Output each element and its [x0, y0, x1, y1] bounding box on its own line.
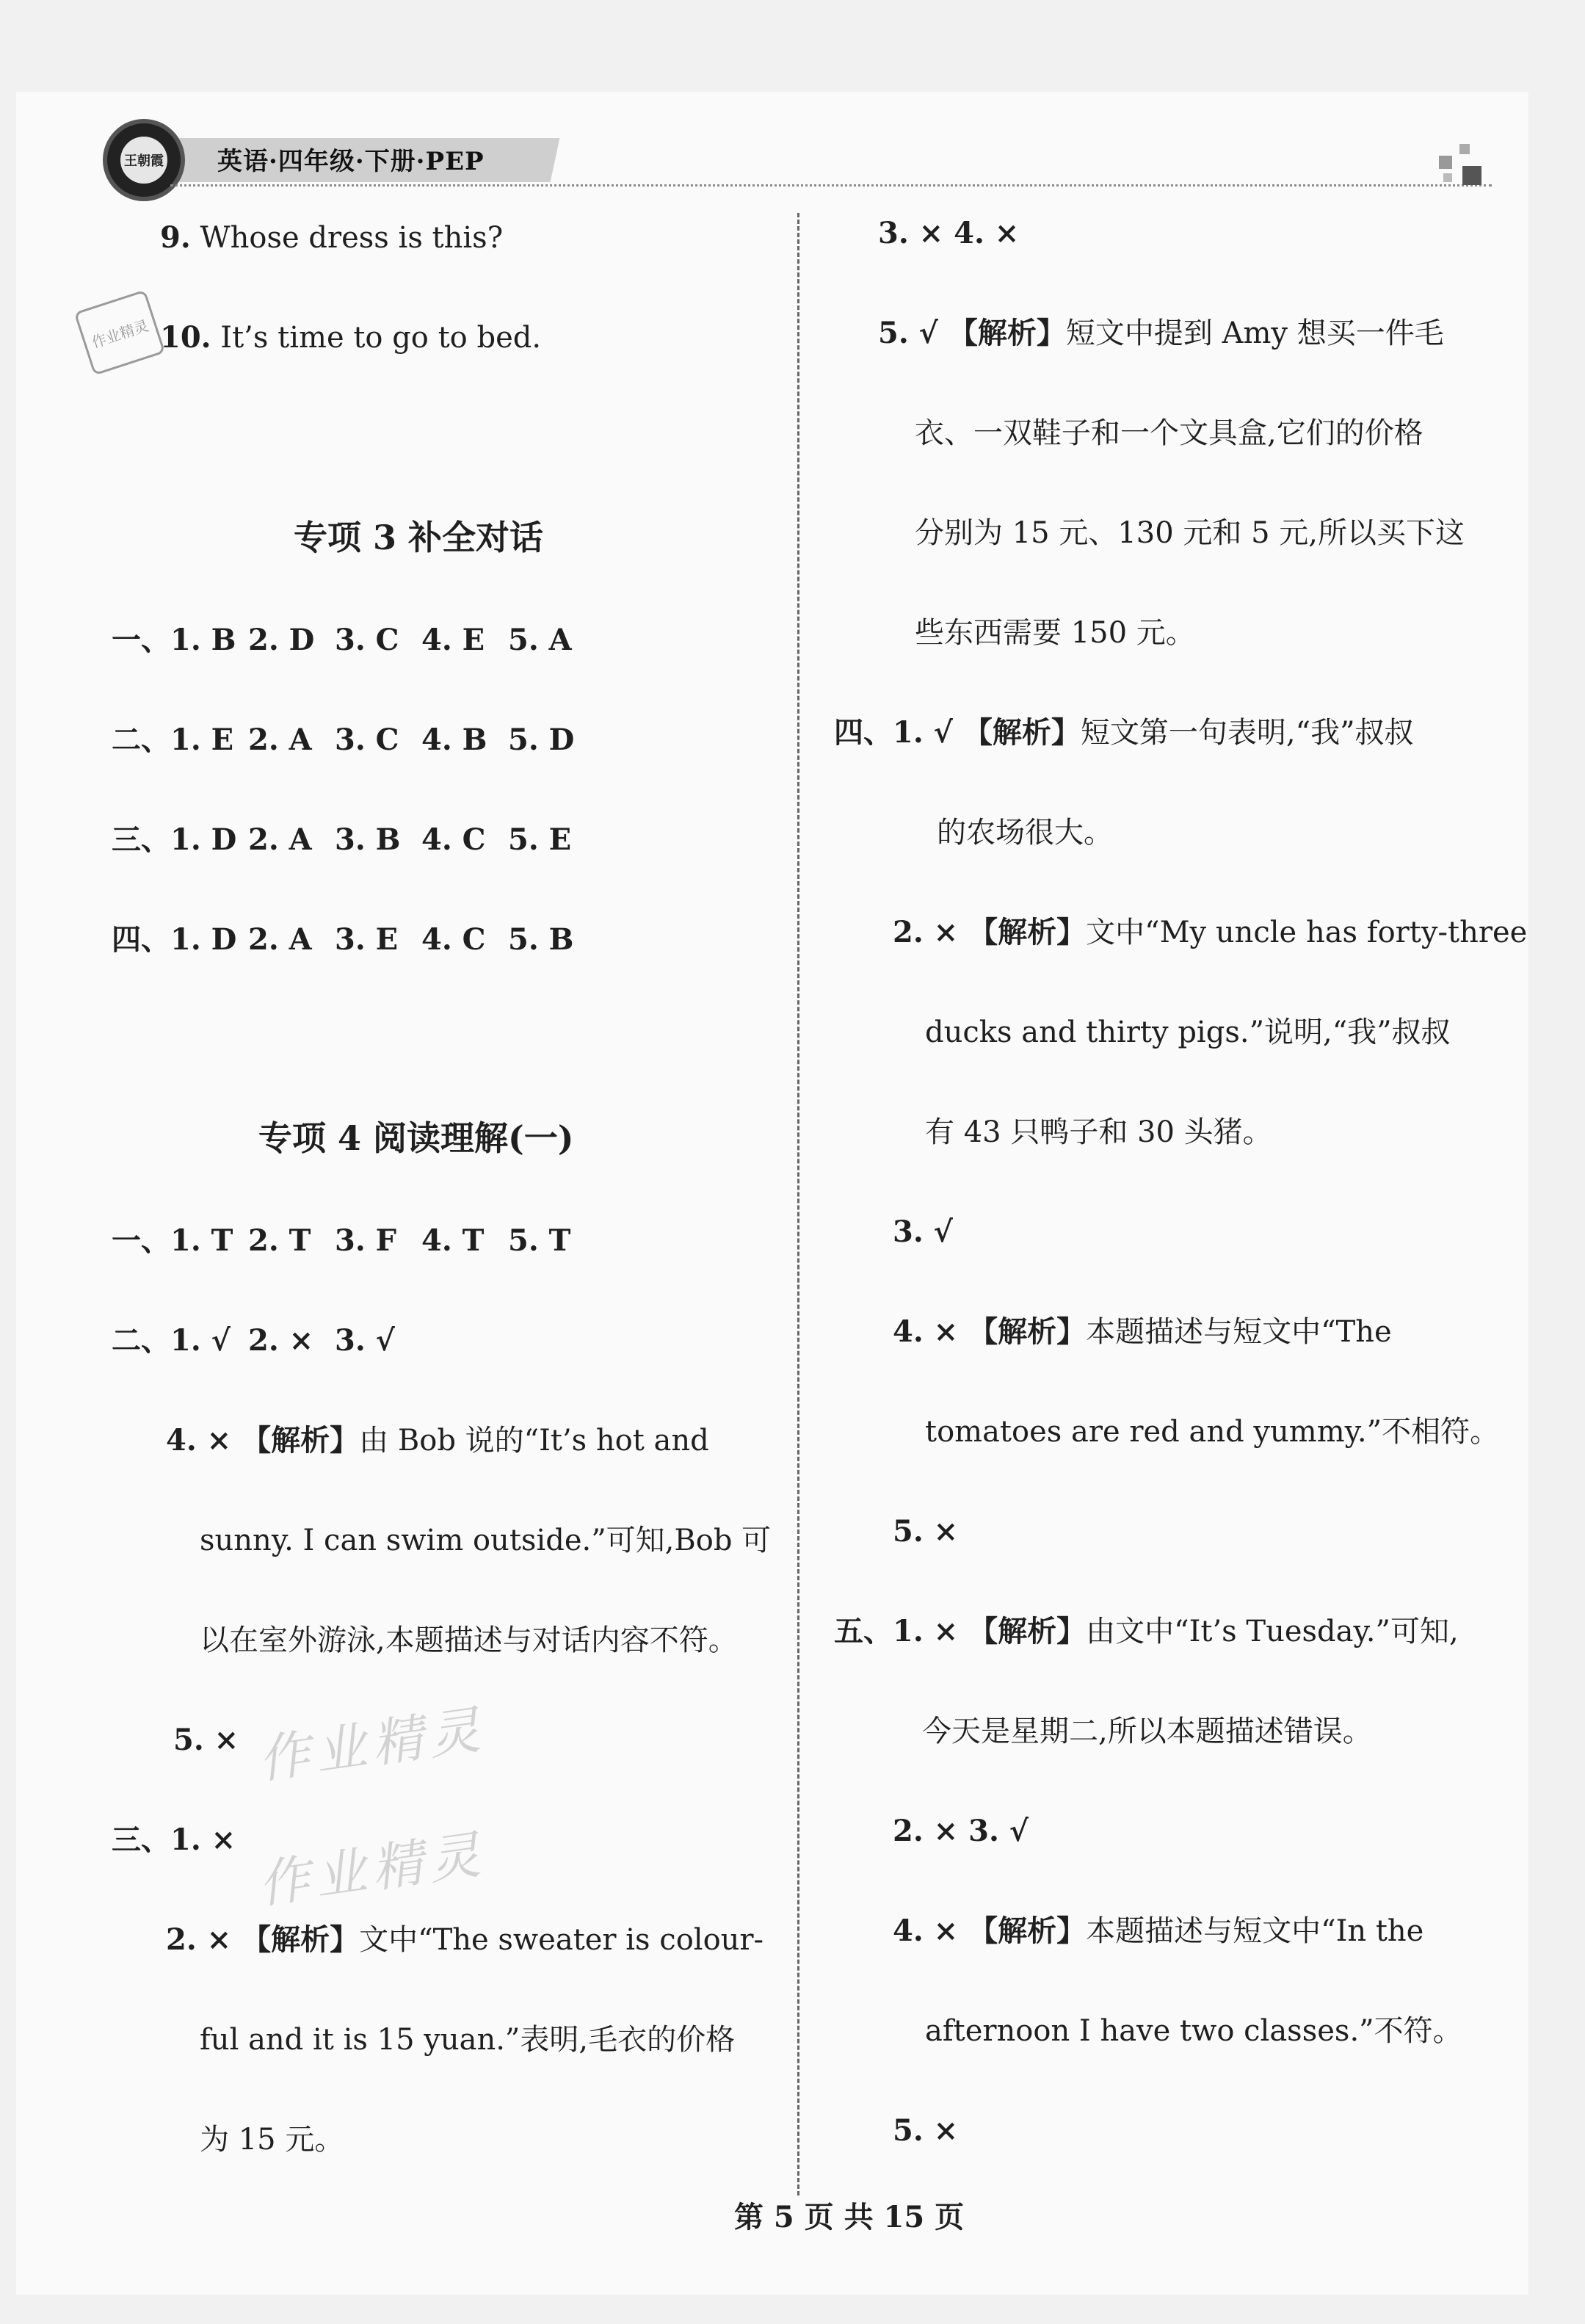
explanation-text: 今天是星期二,所以本题描述错误。 [922, 1715, 1372, 1748]
answer-item: 3. B [335, 822, 401, 857]
decor-square-icon [1462, 166, 1481, 185]
watermark: 作业精灵 [254, 1823, 490, 1916]
answer-item: 4. T [421, 1223, 485, 1258]
answer-row [112, 721, 574, 759]
answer-item: 四、1. D [112, 922, 237, 957]
explanation-text: 由 Bob 说的“It’s hot and [359, 1424, 709, 1458]
answer-item: 5. D [508, 723, 575, 757]
answer-item: 2. A [248, 723, 312, 757]
answer-item: 4. C [421, 922, 486, 957]
answer-line [893, 1912, 1423, 1950]
answer-line [166, 1921, 764, 1959]
logo-text: 王朝霞 [120, 137, 167, 184]
explanation-text: 些东西需要 150 元。 [915, 616, 1195, 650]
answer-row [112, 821, 571, 859]
answer-lead: 2. × 【解析】 [166, 1922, 360, 1957]
header-rule [170, 184, 1492, 187]
answer-item: 5. B [508, 922, 574, 957]
answer-item: 3. C [335, 723, 399, 757]
answer-item: 5. E [508, 822, 572, 857]
answer-item: 3. E [335, 922, 399, 957]
explanation-text: 分别为 15 元、130 元和 5 元,所以买下这 [915, 516, 1465, 550]
question-number: 10. [160, 320, 211, 355]
answer-line [878, 314, 1444, 352]
answer-lead: 5. × [173, 1723, 239, 1757]
answer-item [112, 1821, 236, 1859]
answer-item [893, 2112, 958, 2150]
explanation-text: 衣、一双鞋子和一个文具盒,它们的价格 [915, 416, 1423, 450]
answer-item: 一、1. T [112, 1223, 233, 1258]
answer-line [160, 219, 503, 257]
answer-lead: 五、1. × 【解析】 [834, 1614, 1087, 1648]
header-title: 英语·四年级·下册·PEP [217, 147, 485, 176]
answer-lead: 三、1. × [112, 1822, 236, 1857]
decor-square-icon [1439, 156, 1452, 169]
answer-row [112, 621, 572, 659]
answer-item: 2. × [248, 1323, 314, 1358]
publisher-logo [103, 119, 185, 201]
answer-lead: 5. √ 【解析】 [878, 316, 1066, 350]
answer-item: 5. T [508, 1223, 571, 1258]
answer-line [893, 1313, 1392, 1351]
explanation-text: 短文第一句表明,“我”叔叔 [1080, 716, 1414, 750]
decor-square-icon [1443, 173, 1452, 182]
watermark: 作业精灵 [254, 1698, 490, 1791]
answer-lead: 4. × 【解析】 [893, 1314, 1087, 1349]
column-divider [797, 213, 799, 2196]
decor-square-icon [1459, 144, 1470, 154]
explanation-text: 短文中提到 Amy 想买一件毛 [1065, 316, 1444, 350]
answer-item [893, 1513, 958, 1551]
answer-row [112, 1322, 395, 1360]
answer-lead: 4. × 【解析】 [166, 1423, 360, 1458]
explanation-text: afternoon I have two classes.”不符。 [925, 2014, 1462, 2048]
answer-item: 3. C [335, 623, 399, 657]
section-title: 专项 4 阅读理解(一) [258, 1118, 574, 1158]
answer-item [173, 1721, 239, 1759]
answer-item: 4. B [421, 723, 487, 757]
answer-item: 二、1. E [112, 723, 234, 757]
explanation-text: tomatoes are red and yummy.”不相符。 [925, 1415, 1500, 1449]
answer-line [160, 319, 541, 357]
answer-item: 2. A [248, 922, 312, 957]
answer-text: It’s time to go to bed. [211, 321, 542, 355]
answer-line [834, 1612, 1459, 1651]
question-number: 9. [160, 220, 191, 255]
answer-item: 4. C [421, 822, 486, 857]
answer-item: 2. A [248, 822, 312, 857]
explanation-text: ducks and thirty pigs.”说明,“我”叔叔 [925, 1016, 1451, 1049]
section-title: 专项 3 补全对话 [294, 518, 544, 557]
stamp-text: 作业精灵 [89, 316, 151, 352]
answer-item: 2. D [248, 623, 315, 657]
answer-text: Whose dress is this? [190, 221, 504, 255]
explanation-text: sunny. I can swim outside.”可知,Bob 可 [200, 1524, 772, 1557]
answer-line [166, 1422, 709, 1460]
answer-item: 一、1. B [112, 623, 236, 657]
explanation-text: 为 15 元。 [200, 2123, 344, 2157]
explanation-text: ful and it is 15 yuan.”表明,毛衣的价格 [200, 2023, 736, 2057]
page-number: 第 5 页 共 15 页 [734, 2200, 965, 2234]
answer-lead: 3. √ [893, 1215, 953, 1249]
answer-item: 5. A [508, 623, 572, 657]
answer-item: 二、1. √ [112, 1323, 231, 1358]
explanation-text: 本题描述与短文中“The [1086, 1315, 1392, 1349]
answer-item: 3. √ [335, 1323, 395, 1358]
explanation-text: 以在室外游泳,本题描述与对话内容不符。 [200, 1623, 738, 1657]
explanation-text: 本题描述与短文中“In the [1086, 1914, 1424, 1948]
answer-item [893, 1213, 953, 1251]
explanation-text: 文中“The sweater is colour- [359, 1923, 764, 1957]
answer-line [834, 714, 1414, 752]
answer-line [893, 913, 1527, 952]
answer-lead: 四、1. √ 【解析】 [834, 715, 1081, 750]
answer-item: 3. F [335, 1223, 397, 1258]
explanation-text: 由文中“It’s Tuesday.”可知, [1086, 1615, 1459, 1648]
answer-item: 三、1. D [112, 822, 237, 857]
answer-lead: 4. × 【解析】 [893, 1914, 1087, 1948]
answer-row [112, 1222, 570, 1260]
explanation-text: 文中“My uncle has forty-three [1086, 916, 1528, 949]
explanation-text: 有 43 只鸭子和 30 头猪。 [925, 1115, 1272, 1149]
answer-item: 2. T [248, 1223, 311, 1258]
answer-item: 4. E [421, 623, 485, 657]
answer-lead: 5. × [893, 1514, 959, 1549]
answer-lead: 2. × 3. √ [893, 1814, 1029, 1848]
answer-lead: 5. × [893, 2113, 959, 2148]
answer-row [893, 1812, 1029, 1850]
answer-lead: 2. × 【解析】 [893, 915, 1087, 949]
explanation-text: 的农场很大。 [937, 816, 1113, 850]
answer-row [878, 214, 1019, 253]
answer-row [112, 921, 574, 959]
answer-lead: 3. × 4. × [878, 216, 1020, 250]
